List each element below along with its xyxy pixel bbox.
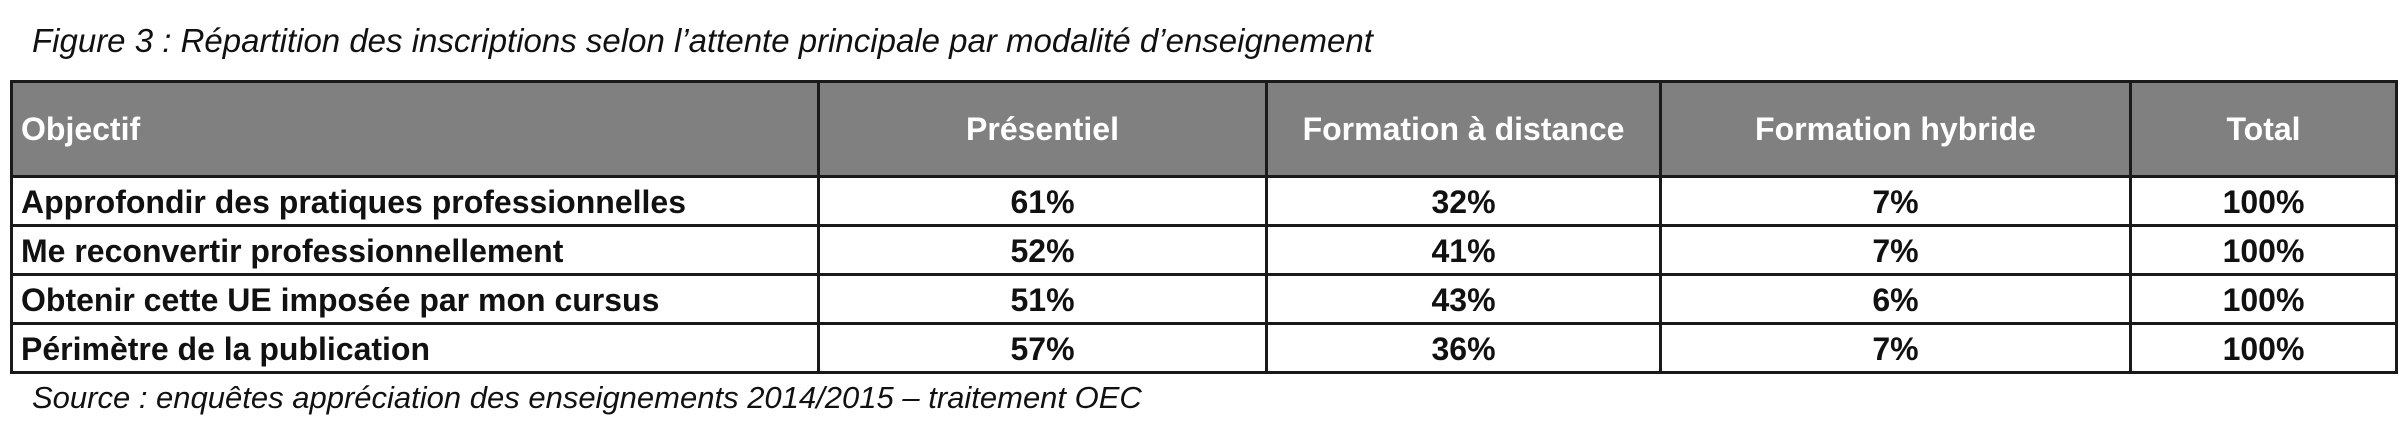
column-header-presentiel: Présentiel	[819, 82, 1267, 177]
cell-presentiel: 52%	[819, 226, 1267, 275]
column-header-formation-a-distance: Formation à distance	[1267, 82, 1661, 177]
cell-formation-a-distance: 43%	[1267, 275, 1661, 324]
cell-presentiel: 61%	[819, 177, 1267, 226]
cell-total: 100%	[2131, 275, 2397, 324]
source-note: Source : enquêtes appréciation des enseignements 2014/2015 – traitement OEC	[32, 380, 1142, 415]
row-label: Obtenir cette UE imposée par mon cursus	[12, 275, 819, 324]
cell-total: 100%	[2131, 177, 2397, 226]
cell-formation-a-distance: 32%	[1267, 177, 1661, 226]
cell-total: 100%	[2131, 226, 2397, 275]
table-row	[12, 177, 2397, 226]
cell-formation-a-distance: 36%	[1267, 324, 1661, 373]
row-label: Approfondir des pratiques professionnelles	[12, 177, 819, 226]
row-label: Périmètre de la publication	[12, 324, 819, 373]
cell-total: 100%	[2131, 324, 2397, 373]
figure-caption: Figure 3 : Répartition des inscriptions selon l’attente principale par modalité d’enseignement	[32, 22, 1373, 59]
column-header-total: Total	[2131, 82, 2397, 177]
table-row	[12, 226, 2397, 275]
cell-formation-hybride: 7%	[1661, 226, 2131, 275]
table-row	[12, 275, 2397, 324]
table-row	[12, 324, 2397, 373]
cell-formation-hybride: 6%	[1661, 275, 2131, 324]
cell-presentiel: 57%	[819, 324, 1267, 373]
cell-formation-hybride: 7%	[1661, 177, 2131, 226]
cell-formation-hybride: 7%	[1661, 324, 2131, 373]
cell-presentiel: 51%	[819, 275, 1267, 324]
column-header-objectif: Objectif	[12, 82, 819, 177]
cell-formation-a-distance: 41%	[1267, 226, 1661, 275]
row-label: Me reconvertir professionnellement	[12, 226, 819, 275]
header-row	[12, 82, 2397, 177]
distribution-table	[10, 80, 2398, 374]
column-header-formation-hybride: Formation hybride	[1661, 82, 2131, 177]
